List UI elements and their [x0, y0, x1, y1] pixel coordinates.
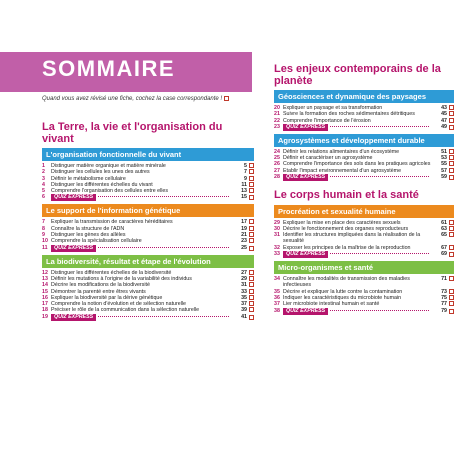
right-column [274, 64, 454, 315]
checkbox-icon[interactable] [249, 226, 254, 231]
entry-number: 35 [274, 288, 280, 295]
entry-page: 61 [441, 219, 447, 226]
checkbox-icon[interactable] [449, 111, 454, 116]
entry-number: 37 [274, 301, 280, 308]
entry-title: Expliquer la biodiversité par la dérive génétique [51, 294, 163, 301]
section-header: La biodiversité, résultat et étape de l'évolution [42, 255, 254, 268]
checkbox-icon[interactable] [249, 238, 254, 243]
quiz-express-label: QUIZ EXPRESS [283, 124, 328, 131]
entry-number: 20 [274, 105, 280, 111]
entry-page: 29 [241, 275, 247, 282]
entry-number: 26 [274, 161, 280, 168]
entry-number: 8 [42, 225, 45, 232]
section-header: Procréation et sexualité humaine [274, 205, 454, 218]
checkbox-icon[interactable] [449, 155, 454, 160]
checkbox-icon[interactable] [449, 289, 454, 294]
entry-number: 21 [274, 111, 280, 118]
entry-number: 38 [274, 307, 280, 314]
checkbox-icon[interactable] [449, 295, 454, 300]
entry-page: 33 [241, 288, 247, 295]
checkbox-icon[interactable] [449, 309, 454, 314]
entry-number: 31 [274, 232, 280, 239]
entry-number: 7 [42, 219, 45, 226]
entry-page: 51 [441, 148, 447, 155]
checkbox-icon[interactable] [449, 168, 454, 173]
entry-number: 14 [42, 282, 48, 289]
checkbox-icon[interactable] [249, 270, 254, 275]
checkbox-icon[interactable] [249, 276, 254, 281]
entry-number: 30 [274, 225, 280, 232]
entry-page: 5 [244, 163, 247, 169]
entry-number: 33 [274, 251, 280, 258]
checkbox-icon[interactable] [449, 226, 454, 231]
entry-page: 41 [241, 313, 247, 320]
entry-number: 36 [274, 294, 280, 301]
entry-number: 13 [42, 275, 48, 282]
checkbox-icon[interactable] [249, 188, 254, 193]
entry-page: 69 [441, 251, 447, 258]
entry-number: 25 [274, 155, 280, 162]
entry-title: Comprendre l'importance de l'érosion [283, 117, 371, 124]
checkbox-icon[interactable] [249, 315, 254, 320]
entry-number: 6 [42, 194, 45, 201]
entry-title: Comprendre la spécialisation cellulaire [51, 238, 142, 245]
checkbox-icon[interactable] [249, 163, 254, 168]
entry-page: 63 [441, 225, 447, 232]
entry-page: 31 [241, 282, 247, 289]
checkbox-icon[interactable] [249, 176, 254, 181]
checkbox-icon[interactable] [224, 96, 229, 101]
toc-entry[interactable] [274, 276, 454, 289]
entry-page: 35 [241, 294, 247, 301]
entry-page: 65 [441, 232, 447, 239]
quiz-express-label: QUIZ EXPRESS [283, 174, 328, 181]
entry-number: 34 [274, 276, 280, 283]
quiz-express-label: QUIZ EXPRESS [283, 251, 328, 258]
entry-title: Distinguer les cellules les unes des autres [51, 169, 150, 176]
entry-title: Connaître les modalités de transmission des maladies infectieuses [283, 276, 410, 289]
entry-page: 13 [241, 188, 247, 195]
quiz-entry[interactable] [274, 308, 454, 315]
entry-page: 21 [241, 232, 247, 239]
entry-number: 18 [42, 307, 48, 314]
checkbox-icon[interactable] [249, 232, 254, 237]
intro-text-content: Quand vous avez révisé une fiche, cochez la case correspondante ! [42, 96, 223, 103]
checkbox-icon[interactable] [249, 307, 254, 312]
dotted-leader [330, 253, 429, 254]
entry-title: Préciser le rôle de la communication dans la sélection naturelle [51, 307, 200, 314]
section-header: Le support de l'information génétique [42, 204, 254, 217]
entry-number: 27 [274, 167, 280, 174]
entry-title: Comprendre la notion d'évolution et de sélection naturelle [51, 301, 186, 308]
checkbox-icon[interactable] [449, 245, 454, 250]
entry-title: Comprendre l'organisation des cellules entre elles [51, 188, 169, 195]
entry-number: 5 [42, 188, 45, 195]
entry-page: 39 [241, 307, 247, 314]
entry-page: 27 [241, 269, 247, 276]
entry-title: Exposer les principes de la maîtrise de la reproduction [283, 244, 411, 251]
entry-number: 9 [42, 232, 45, 239]
entry-page: 67 [441, 244, 447, 251]
checkbox-icon[interactable] [449, 232, 454, 237]
entry-page: 7 [244, 169, 247, 176]
checkbox-icon[interactable] [249, 182, 254, 187]
entry-number: 1 [42, 163, 45, 169]
checkbox-icon[interactable] [249, 289, 254, 294]
entry-page: 15 [241, 194, 247, 201]
entry-page: 49 [441, 123, 447, 130]
quiz-express-label: QUIZ EXPRESS [51, 194, 96, 201]
entry-number: 2 [42, 169, 45, 176]
dotted-leader [98, 196, 229, 197]
entry-number: 22 [274, 117, 280, 124]
entry-title: Connaître la structure de l'ADN [51, 225, 125, 232]
checkbox-icon[interactable] [249, 282, 254, 287]
section-header: Micro-organismes et santé [274, 261, 454, 274]
entry-page: 25 [241, 244, 247, 251]
entry-page: 37 [241, 301, 247, 308]
entry-number: 10 [42, 238, 48, 245]
dotted-leader [98, 247, 229, 248]
entry-page: 79 [441, 307, 447, 314]
entry-title: Distinguer les différentes échelles du vivant [51, 181, 153, 188]
entry-page: 47 [441, 117, 447, 124]
entry-page: 19 [241, 225, 247, 232]
page-title: SOMMAIRE [42, 56, 175, 81]
entry-page: 57 [441, 167, 447, 174]
entry-page: 71 [441, 276, 447, 283]
entry-number: 16 [42, 294, 48, 301]
checkbox-icon[interactable] [249, 169, 254, 174]
entry-page: 55 [441, 161, 447, 168]
dotted-leader [98, 316, 229, 317]
intro-text [42, 96, 252, 104]
section-header: L'organisation fonctionnelle du vivant [42, 148, 254, 161]
entry-title: Suivre la formation des roches sédimentaires détritiques [283, 111, 415, 118]
part-title: Les enjeux contemporains de la planète [274, 63, 441, 87]
checkbox-icon[interactable] [249, 219, 254, 224]
entry-page: 73 [441, 288, 447, 295]
entry-number: 19 [42, 313, 48, 320]
entry-number: 12 [42, 269, 48, 276]
quiz-entry[interactable] [274, 174, 454, 181]
quiz-express-label: QUIZ EXPRESS [283, 308, 328, 315]
toc-entry[interactable] [274, 232, 454, 245]
entry-number: 28 [274, 174, 280, 181]
dotted-leader [330, 310, 429, 311]
entry-number: 32 [274, 244, 280, 251]
dotted-leader [330, 126, 429, 127]
entry-number: 17 [42, 301, 48, 308]
entry-title: Expliquer la mise en place des caractères sexuels [283, 219, 401, 226]
entry-title: Distinguer les gènes des allèles [51, 232, 126, 239]
checkbox-icon[interactable] [449, 252, 454, 257]
entry-title: Décrire le fonctionnement des organes reproducteurs [283, 225, 409, 232]
entry-title: Identifier les structures impliquées dans la réalisation de la sexualité [283, 232, 421, 245]
checkbox-icon[interactable] [449, 149, 454, 154]
entry-title: Comprendre l'importance des sols dans les pratiques agricoles [283, 161, 431, 168]
checkbox-icon[interactable] [449, 175, 454, 180]
checkbox-icon[interactable] [249, 246, 254, 251]
entry-title: Établir l'impact environnemental d'un agrosystème [283, 167, 402, 174]
dotted-leader [330, 176, 429, 177]
entry-page: 17 [241, 219, 247, 226]
checkbox-icon[interactable] [449, 276, 454, 281]
quiz-entry[interactable] [42, 245, 254, 252]
entry-title: Décrire et expliquer la lutte contre la contamination [283, 288, 403, 295]
entry-number: 11 [42, 244, 48, 251]
quiz-express-label: QUIZ EXPRESS [51, 314, 96, 321]
entry-title: Indiquer les caractéristiques du microbiote humain [283, 294, 402, 301]
entry-title: Définir les mutations à l'origine de la variabilité des individus [51, 275, 192, 282]
entry-title: Définir les relations alimentaires d'un écosystème [283, 148, 400, 155]
checkbox-icon[interactable] [249, 301, 254, 306]
entry-page: 59 [441, 174, 447, 181]
checkbox-icon[interactable] [449, 125, 454, 130]
section-header: Agrosystèmes et développement durable [274, 134, 454, 147]
quiz-express-label: QUIZ EXPRESS [51, 245, 96, 252]
entry-page: 23 [241, 238, 247, 245]
checkbox-icon[interactable] [249, 195, 254, 200]
entry-title: Décrire les modifications de la biodiversité [51, 282, 150, 289]
entry-title: Démontrer la parenté entre êtres vivants [51, 288, 146, 295]
entry-title: Distinguer matière organique et matière minérale [51, 163, 166, 169]
entry-number: 15 [42, 288, 48, 295]
entry-number: 3 [42, 175, 45, 182]
checkbox-icon[interactable] [449, 161, 454, 166]
entry-number: 24 [274, 148, 280, 155]
entry-title: Distinguer les différentes échelles de la biodiversité [51, 269, 172, 276]
checkbox-icon[interactable] [449, 105, 454, 110]
entry-page: 75 [441, 294, 447, 301]
entry-title: Définir et caractériser un agrosystème [283, 155, 373, 162]
checkbox-icon[interactable] [449, 118, 454, 123]
entry-title: Lier microbiote intestinal humain et santé [283, 301, 380, 308]
quiz-entry[interactable] [274, 251, 454, 258]
checkbox-icon[interactable] [449, 220, 454, 225]
left-column [42, 122, 254, 321]
quiz-entry[interactable] [42, 194, 254, 201]
entry-number: 4 [42, 181, 45, 188]
entry-page: 11 [241, 181, 247, 188]
part-title: La Terre, la vie et l'organisation du vivant [42, 121, 223, 145]
entry-title: Expliquer la transmission de caractères héréditaires [51, 219, 173, 226]
entry-page: 53 [441, 155, 447, 162]
quiz-entry[interactable] [274, 124, 454, 131]
entry-page: 43 [441, 105, 447, 111]
entry-number: 29 [274, 219, 280, 226]
entry-page: 9 [244, 175, 247, 182]
quiz-entry[interactable] [42, 314, 254, 321]
checkbox-icon[interactable] [449, 301, 454, 306]
entry-title: Expliquer un paysage et sa transformation [283, 105, 383, 111]
section-header: Géosciences et dynamique des paysages [274, 90, 454, 103]
entry-number: 23 [274, 123, 280, 130]
entry-page: 45 [441, 111, 447, 118]
checkbox-icon[interactable] [249, 295, 254, 300]
entry-page: 77 [441, 301, 447, 308]
part-title: Le corps humain et la santé [274, 189, 419, 202]
entry-title: Définir le métabolisme cellulaire [51, 175, 126, 182]
